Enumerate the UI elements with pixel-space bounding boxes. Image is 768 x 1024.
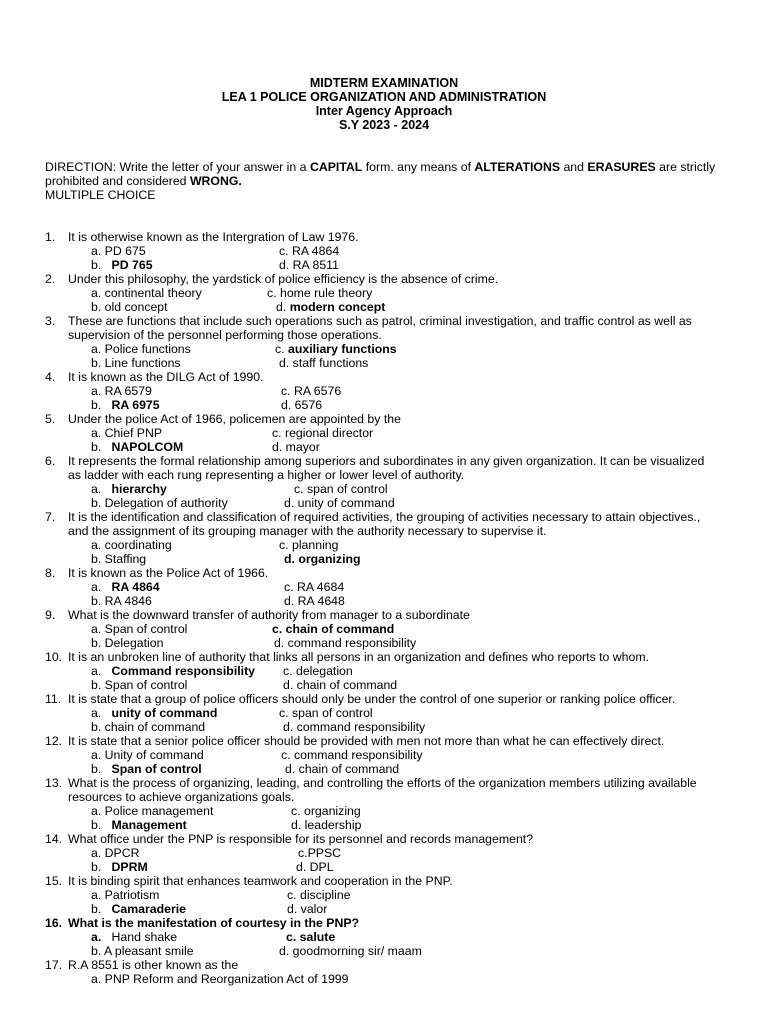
question-text: R.A 8551 is other known as the [68, 958, 239, 972]
direction-line-2: prohibited and considered WRONG. [45, 174, 242, 188]
question-number: 3. [45, 314, 56, 328]
school-year: S.Y 2023 - 2024 [338, 118, 430, 132]
choice-d: d. chain of command [283, 678, 398, 692]
question-text-continued: and the assignment of its grouping manager with the authority necessary to supervise it. [68, 524, 547, 538]
choice-c: c. span of control [279, 706, 373, 720]
question-number: 14. [45, 832, 63, 846]
choice-b: b. Span of control [91, 678, 188, 692]
choice-b: b. PD 765 [91, 258, 153, 272]
choice-a: a. Patriotism [91, 888, 160, 902]
choice-c: c. auxiliary functions [275, 342, 397, 356]
choice-d: d. chain of command [285, 762, 400, 776]
question-number: 1. [45, 230, 56, 244]
choice-b: b. RA 4846 [91, 594, 152, 608]
choice-c: c. organizing [291, 804, 361, 818]
choice-c: c. chain of command [272, 622, 395, 636]
choice-c: c. RA 6576 [281, 384, 342, 398]
choice-c: c. RA 4684 [284, 580, 345, 594]
question-number: 17. [45, 958, 63, 972]
choice-c: c. planning [279, 538, 339, 552]
choice-d: d. organizing [284, 552, 361, 566]
choice-d: d. mayor [272, 440, 320, 454]
question-number: 15. [45, 874, 63, 888]
choice-a: a. unity of command [91, 706, 218, 720]
exam-title: MIDTERM EXAMINATION [309, 76, 459, 90]
choice-a: a. DPCR [91, 846, 140, 860]
choice-d: d. modern concept [276, 300, 386, 314]
question-number: 8. [45, 566, 56, 580]
choice-a: a. PNP Reform and Reorganization Act of 1999 [91, 972, 349, 986]
question-text: It is the identification and classification of required activities, the grouping of activities necessary to attain objectives., [68, 510, 701, 524]
question-number: 10. [45, 650, 63, 664]
question-number: 16. [45, 916, 63, 930]
choice-c: c. command responsibility [281, 748, 423, 762]
choice-b: b. RA 6975 [91, 398, 160, 412]
direction-line-1: DIRECTION: Write the letter of your answer in a CAPITAL form. any means of ALTERATIONS and ERASURES are strictly [45, 160, 716, 174]
choice-d: d. command responsibility [274, 636, 417, 650]
choice-b: b. old concept [91, 300, 168, 314]
choice-c: c. salute [286, 930, 336, 944]
question-text: What is the downward transfer of authority from manager to a subordinate [68, 608, 470, 622]
question-text: What is the process of organizing, leading, and controlling the efforts of the organization members utilizing available [68, 776, 697, 790]
choice-d: d. RA 8511 [279, 258, 339, 272]
course-title: LEA 1 POLICE ORGANIZATION AND ADMINISTRATION [221, 90, 547, 104]
choice-b: b. DPRM [91, 860, 148, 874]
section-title: MULTIPLE CHOICE [45, 188, 156, 202]
question-number: 7. [45, 510, 56, 524]
question-text: These are functions that include such operations such as patrol, criminal investigation, and traffic control as well as [68, 314, 692, 328]
question-text: It is state that a senior police officer should be provided with men not more than what he can effectively direct. [68, 734, 665, 748]
question-number: 6. [45, 454, 56, 468]
choice-a: a. coordinating [91, 538, 172, 552]
question-text-continued: as ladder with each rung representing a higher or lower level of authority. [68, 468, 465, 482]
choice-d: d. unity of command [284, 496, 395, 510]
choice-b: b. Span of control [91, 762, 202, 776]
choice-a: a. RA 6579 [91, 384, 152, 398]
question-number: 12. [45, 734, 63, 748]
question-text: Under the police Act of 1966, policemen are appointed by the [68, 412, 401, 426]
question-text-continued: resources to achieve organizations goals. [68, 790, 295, 804]
question-text: What office under the PNP is responsible for its personnel and records management? [68, 832, 534, 846]
choice-a: a. Police functions [91, 342, 191, 356]
choice-b: b. Line functions [91, 356, 181, 370]
question-text-continued: supervision of the personnel performing those operations. [68, 328, 382, 342]
choice-a: a. continental theory [91, 286, 202, 300]
question-number: 11. [45, 692, 62, 706]
choice-a: a. Police management [91, 804, 214, 818]
choice-a: a. hierarchy [91, 482, 167, 496]
approach-subtitle: Inter Agency Approach [315, 104, 453, 118]
choice-c: c. home rule theory [267, 286, 373, 300]
question-text: It is binding spirit that enhances teamwork and cooperation in the PNP. [68, 874, 453, 888]
choice-d: d. DPL [296, 860, 334, 874]
choice-b: b. Staffing [91, 552, 147, 566]
choice-c: c. RA 4864 [279, 244, 340, 258]
choice-a: a. Span of control [91, 622, 188, 636]
choice-a: a. PD 675 [91, 244, 146, 258]
choice-a: a. Unity of command [91, 748, 204, 762]
choice-b: b. Management [91, 818, 187, 832]
choice-a: a. Hand shake [91, 930, 178, 944]
choice-b: b. Delegation of authority [91, 496, 228, 510]
question-text: It is otherwise known as the Intergration of Law 1976. [68, 230, 359, 244]
choice-d: d. valor [287, 902, 328, 916]
choice-b: b. A pleasant smile [91, 944, 194, 958]
choice-b: b. NAPOLCOM [91, 440, 184, 454]
choice-d: d. goodmorning sir/ maam [279, 944, 422, 958]
choice-a: a. Command responsibility [91, 664, 256, 678]
question-text: Under this philosophy, the yardstick of police efficiency is the absence of crime. [68, 272, 499, 286]
choice-b: b. Delegation [91, 636, 164, 650]
choice-c: c.PPSC [298, 846, 342, 860]
choice-d: d. 6576 [281, 398, 323, 412]
choice-b: b. chain of command [91, 720, 206, 734]
question-number: 5. [45, 412, 56, 426]
choice-c: c. span of control [294, 482, 388, 496]
choice-c: c. discipline [287, 888, 351, 902]
question-text: It is an unbroken line of authority that links all persons in an organization and defines who reports to whom. [68, 650, 650, 664]
question-text: It represents the formal relationship among superiors and subordinates in any given organization. It can be visualized [68, 454, 705, 468]
choice-a: a. RA 4864 [91, 580, 160, 594]
question-text: It is known as the Police Act of 1966. [68, 566, 269, 580]
choice-d: d. leadership [291, 818, 362, 832]
choice-d: d. RA 4648 [284, 594, 345, 608]
question-text: It is state that a group of police officers should only be under the control of one superior or ranking police officer. [68, 692, 676, 706]
choice-d: d. staff functions [279, 356, 369, 370]
question-number: 9. [45, 608, 56, 622]
question-number: 2. [45, 272, 56, 286]
choice-c: c. regional director [272, 426, 374, 440]
question-number: 13. [45, 776, 63, 790]
choice-d: d. command responsibility [283, 720, 426, 734]
choice-c: c. delegation [283, 664, 353, 678]
question-number: 4. [45, 370, 56, 384]
choice-a: a. Chief PNP [91, 426, 163, 440]
question-text: What is the manifestation of courtesy in the PNP? [68, 916, 360, 930]
question-text: It is known as the DILG Act of 1990. [68, 370, 264, 384]
choice-b: b. Camaraderie [91, 902, 187, 916]
